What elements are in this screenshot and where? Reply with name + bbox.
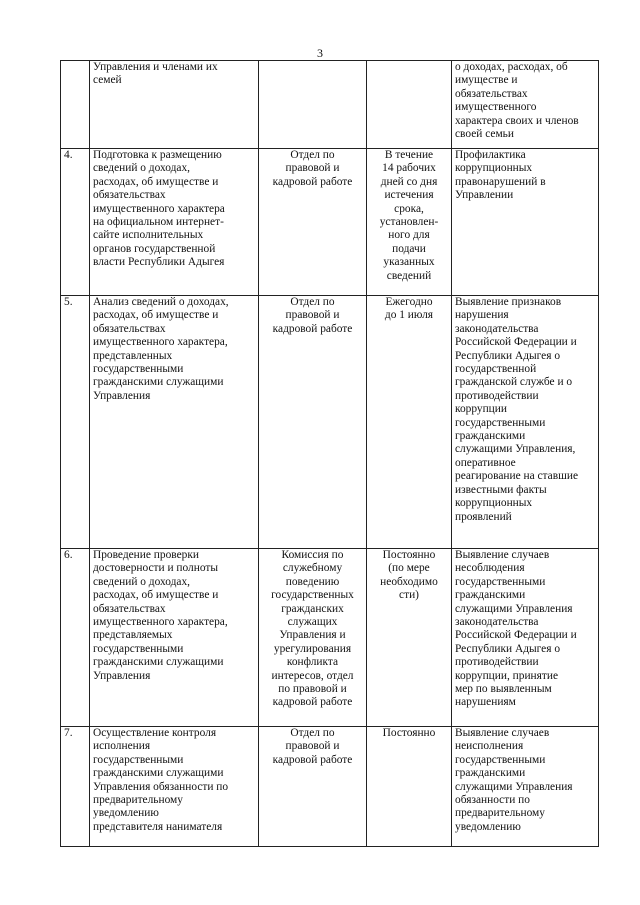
result-cell: Выявление случаев неисполнения государственными гражданскими служащими Управления обязанности по предварительному уведомлению [452,727,599,847]
result-cell: Выявление признаков нарушения законодательства Российской Федерации и Республики Адыгея о государственной гражданской службе и о противодействии коррупции государственными гражданскими служащими Управления, оперативное реагирование на ставшие известными факты коррупционных проявлений [452,296,599,549]
row-number-cell: 7. [61,727,90,847]
responsible-cell: Комиссия по служебному поведению государственных гражданских служащих Управления и урегулирования конфликта интересов, отдел по правовой и кадровой работе [259,549,367,727]
page-number: 3 [317,46,323,60]
task-cell: Осуществление контроля исполнения государственными гражданскими служащими Управления обязанности по предварительному уведомлению представителя нанимателя [90,727,259,847]
table-row [61,727,599,847]
row-number-cell [61,61,90,149]
result-cell: Выявление случаев несоблюдения государственными гражданскими служащими Управления законодательства Российской Федерации и Республики Адыгея о противодействии коррупции, принятие мер по выявленным нарушениям [452,549,599,727]
task-cell: Проведение проверки достоверности и полноты сведений о доходах, расходах, об имуществе и обязательствах имущественного характера, представляемых государственными гражданскими служащими Управления [90,549,259,727]
table-row [61,549,599,727]
table-row [61,149,599,296]
row-number-cell: 6. [61,549,90,727]
term-cell [367,61,452,149]
term-cell: Постоянно (по мере необходимо сти) [367,549,452,727]
row-number-cell: 4. [61,149,90,296]
term-cell: Ежегодно до 1 июля [367,296,452,549]
responsible-cell: Отдел по правовой и кадровой работе [259,727,367,847]
result-cell: о доходах, расходах, об имуществе и обязательствах имущественного характера своих и членов своей семьи [452,61,599,149]
result-cell: Профилактика коррупционных правонарушений в Управлении [452,149,599,296]
task-cell: Анализ сведений о доходах, расходах, об имуществе и обязательствах имущественного характера, представленных государственными гражданскими служащими Управления [90,296,259,549]
term-cell: В течение 14 рабочих дней со дня истечения срока, установлен- ного для подачи указанных сведений [367,149,452,296]
responsible-cell: Отдел по правовой и кадровой работе [259,149,367,296]
term-cell: Постоянно [367,727,452,847]
table-row [61,296,599,549]
responsible-cell [259,61,367,149]
anticorruption-plan-table [60,60,599,847]
task-cell: Управления и членами их семей [90,61,259,149]
task-cell: Подготовка к размещению сведений о доходах, расходах, об имуществе и обязательствах имущественного характера на официальном интернет- сайте исполнительных органов государственной власти Республики Адыгея [90,149,259,296]
table-row [61,61,599,149]
responsible-cell: Отдел по правовой и кадровой работе [259,296,367,549]
row-number-cell: 5. [61,296,90,549]
